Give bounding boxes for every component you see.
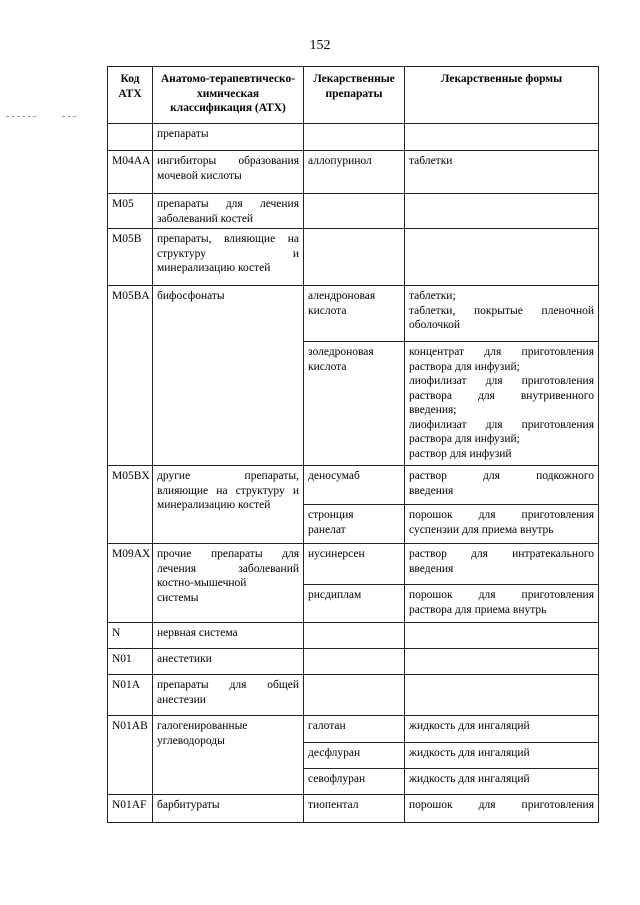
- dosage-form-cell: порошок для приготовления суспензии для приема внутрь: [405, 505, 599, 544]
- atc-class-cell: препараты, влияющие на структуру и минерализацию костей: [153, 229, 304, 286]
- medicine-cell: золедроновая кислота: [304, 342, 405, 466]
- atc-class-cell: бифосфонаты: [153, 286, 304, 466]
- medicine-cell: галотан: [304, 716, 405, 743]
- atc-class-cell: препараты для общей анестезии: [153, 675, 304, 716]
- atc-code-cell: M05B: [108, 229, 153, 286]
- table-row: [108, 716, 599, 743]
- medicine-cell: [304, 229, 405, 286]
- table-row: [108, 124, 599, 151]
- atc-code-cell: N: [108, 623, 153, 649]
- atc-code-cell: N01: [108, 649, 153, 675]
- atc-code-cell: M05: [108, 194, 153, 229]
- dosage-form-cell: жидкость для ингаляций: [405, 716, 599, 743]
- table-header-row: [108, 67, 599, 124]
- dosage-form-cell: порошок для приготовления раствора для приема внутрь: [405, 585, 599, 623]
- dosage-form-cell: [405, 649, 599, 675]
- page-number: 152: [309, 38, 331, 53]
- atc-code-cell: M04AA: [108, 151, 153, 194]
- dosage-form-cell: [405, 124, 599, 151]
- medicine-cell: [304, 649, 405, 675]
- table-row: [108, 286, 599, 342]
- medicine-cell: [304, 623, 405, 649]
- dosage-form-cell: концентрат для приготовления раствора для инфузий; лиофилизат для приготовления раствора для внутривенного введения; лиофилизат для приготовления раствора для инфузий; раствор для инфузий: [405, 342, 599, 466]
- atc-code-cell: M09AX: [108, 544, 153, 623]
- atc-code-cell: M05BX: [108, 466, 153, 544]
- dosage-form-cell: [405, 194, 599, 229]
- medicine-cell: севофлуран: [304, 769, 405, 795]
- atc-medicines-table: [107, 66, 599, 823]
- dosage-form-cell: [405, 675, 599, 716]
- atc-code-cell: M05BA: [108, 286, 153, 466]
- medicine-cell: [304, 675, 405, 716]
- table-row: [108, 229, 599, 286]
- dosage-form-cell: таблетки; таблетки, покрытые пленочной оболочкой: [405, 286, 599, 342]
- table-row: [108, 544, 599, 585]
- atc-class-cell: анестетики: [153, 649, 304, 675]
- medicine-cell: алендроновая кислота: [304, 286, 405, 342]
- header-atc-code: Код АТХ: [108, 67, 153, 124]
- dosage-form-cell: таблетки: [405, 151, 599, 194]
- table-row: [108, 795, 599, 823]
- header-atc-classification: Анатомо-терапевтическо- химическая классификация (АТХ): [153, 67, 304, 124]
- table-row: [108, 649, 599, 675]
- medicine-cell: аллопуринол: [304, 151, 405, 194]
- dosage-form-cell: жидкость для ингаляций: [405, 743, 599, 769]
- medicine-cell: нусинерсен: [304, 544, 405, 585]
- header-dosage-forms: Лекарственные формы: [405, 67, 599, 124]
- atc-code-cell: N01A: [108, 675, 153, 716]
- medicine-cell: [304, 124, 405, 151]
- dosage-form-cell: раствор для интратекального введения: [405, 544, 599, 585]
- atc-code-cell: N01AF: [108, 795, 153, 823]
- medicine-cell: десфлуран: [304, 743, 405, 769]
- scan-margin-mark: [6, 116, 36, 117]
- atc-class-cell: барбитураты: [153, 795, 304, 823]
- atc-class-cell: препараты: [153, 124, 304, 151]
- table-row: [108, 466, 599, 505]
- atc-class-cell: препараты для лечения заболеваний костей: [153, 194, 304, 229]
- atc-class-cell: галогенированные углеводороды: [153, 716, 304, 795]
- atc-code-cell: N01AB: [108, 716, 153, 795]
- scan-margin-mark: [62, 116, 76, 117]
- medicine-cell: рисдиплам: [304, 585, 405, 623]
- medicine-cell: деносумаб: [304, 466, 405, 505]
- dosage-form-cell: раствор для подкожного введения: [405, 466, 599, 505]
- atc-class-cell: прочие препараты для лечения заболеваний костно-мышечной системы: [153, 544, 304, 623]
- dosage-form-cell: [405, 229, 599, 286]
- atc-code-cell: [108, 124, 153, 151]
- table-row: [108, 194, 599, 229]
- dosage-form-cell: [405, 623, 599, 649]
- header-medicines: Лекарственные препараты: [304, 67, 405, 124]
- table-row: [108, 623, 599, 649]
- table-row: [108, 675, 599, 716]
- medicine-cell: стронция ранелат: [304, 505, 405, 544]
- atc-class-cell: ингибиторы образования мочевой кислоты: [153, 151, 304, 194]
- dosage-form-cell: порошок для приготовления: [405, 795, 599, 823]
- medicine-cell: [304, 194, 405, 229]
- atc-class-cell: нервная система: [153, 623, 304, 649]
- dosage-form-cell: жидкость для ингаляций: [405, 769, 599, 795]
- medicine-cell: тиопентал: [304, 795, 405, 823]
- atc-class-cell: другие препараты, влияющие на структуру и минерализацию костей: [153, 466, 304, 544]
- table-row: [108, 151, 599, 194]
